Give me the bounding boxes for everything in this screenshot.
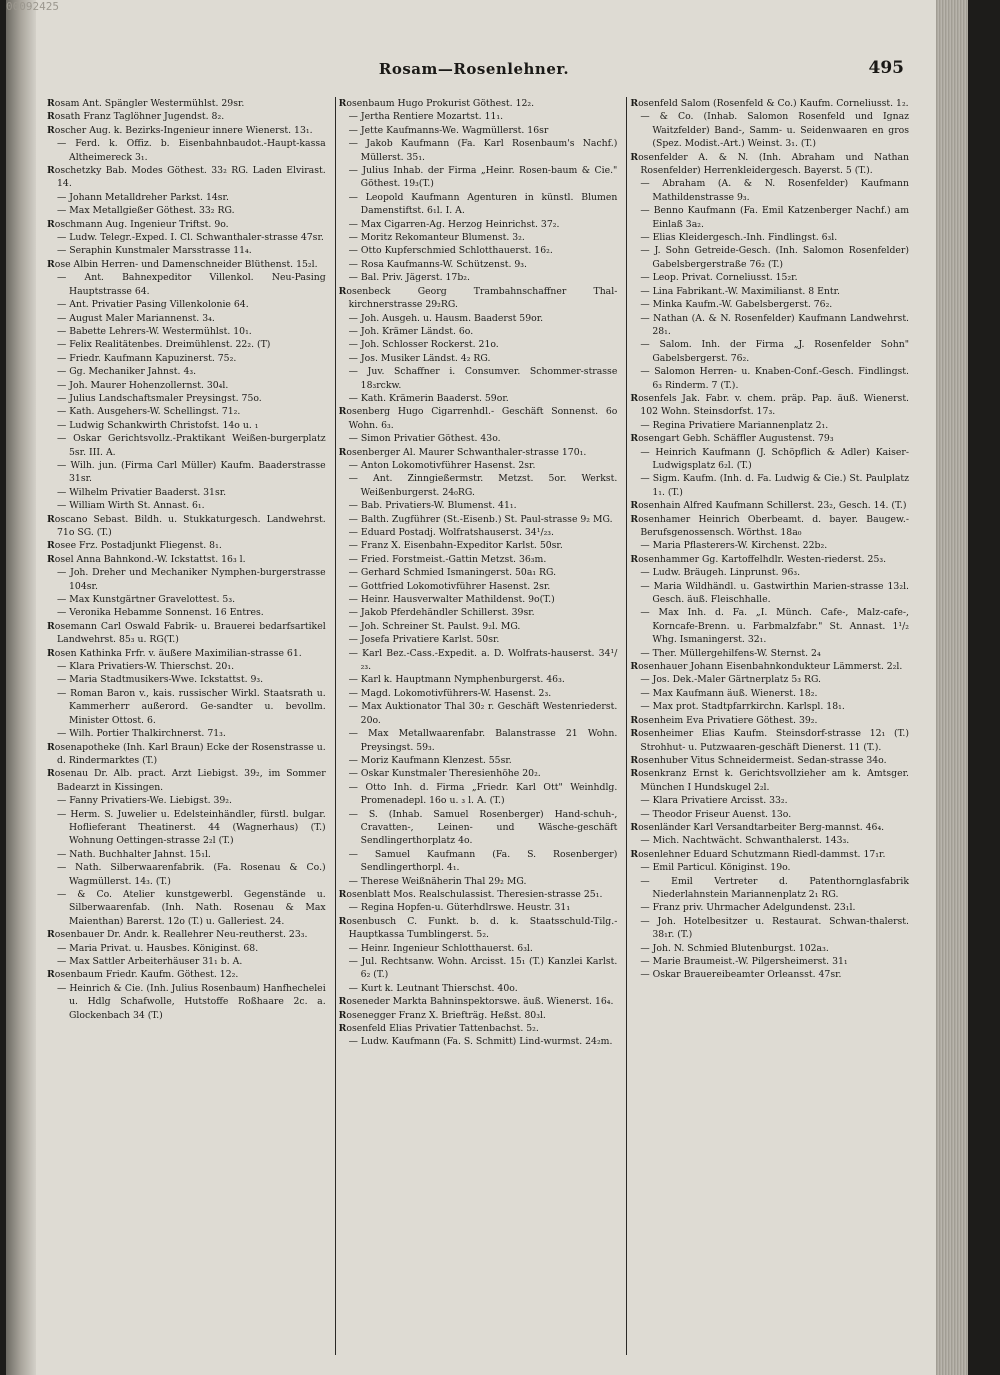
directory-entry: — Joh. Schreiner St. Paulst. 9₂l. MG.: [348, 620, 521, 632]
directory-entry: — Wilhelm Privatier Baaderst. 31sr.: [57, 486, 227, 498]
directory-entry: Rosenberger Al. Maurer Schwanthaler-strasse 170₁.: [338, 446, 587, 458]
directory-entry: — Nathan (A. & N. Rosenfelder) Kaufmann Landwehrst. 28₁.: [640, 312, 910, 337]
directory-entry: Rosam Ant. Spängler Westermühlst. 29sr.: [47, 98, 245, 109]
directory-entry: — Minka Kaufm.-W. Gabelsbergerst. 76₂.: [640, 299, 833, 311]
column-1: [44, 97, 329, 1355]
directory-entry: — Ant. Zinngießermstr. Metzst. 5or. Werkst. Weißenburgerst. 24₀RG.: [348, 473, 618, 498]
directory-entry: — S. (Inhab. Samuel Rosenberger) Hand-schuh-, Cravatten-, Leinen- und Wäsche-geschäft Sendlingerthorplatz 4o.: [348, 808, 618, 847]
directory-entry: — Joh. Schlosser Rockerst. 21o.: [348, 339, 499, 351]
directory-entry: — Kath. Ausgehers-W. Schellingst. 71₂.: [57, 406, 241, 418]
directory-entry: — Maria Stadtmusikers-Wwe. Ickstattst. 9₃.: [57, 674, 264, 686]
directory-entry: — Max Kaufmann äuß. Wienerst. 18₂.: [640, 687, 818, 699]
directory-entry: — Lina Fabrikant.-W. Maximilianst. 8 Entr.: [640, 285, 841, 297]
directory-entry: Rosenhammer Gg. Kartoffelhdlr. Westen-riederst. 25₃.: [630, 553, 887, 565]
directory-entry: — Karl k. Hauptmann Nymphenburgerst. 46₃.: [348, 674, 565, 686]
directory-entry: — Herm. S. Juwelier u. Edelsteinhändler, fürstl. bulgar. Hoflieferant Theatinerst. 44 (Wagnerhaus) (T.) Wohnung Oettingen-strasse 2₂l (T.): [57, 808, 326, 847]
directory-entry: — Heinr. Ingenieur Schlotthauerst. 6₃l.: [348, 942, 533, 954]
directory-entry: — Franz X. Eisenbahn-Expeditor Karlst. 50sr.: [348, 540, 563, 552]
directory-entry: — August Maler Mariannenst. 3₄.: [57, 312, 215, 324]
directory-entry: — Nath. Buchhalter Jahnst. 15₁l.: [57, 848, 211, 860]
directory-entry: — Emil Particul. Königinst. 19o.: [640, 862, 791, 874]
directory-entry: Roscher Aug. k. Bezirks-Ingenieur innere Wienerst. 13₁.: [47, 124, 313, 136]
directory-entry: Rosath Franz Taglöhner Jugendst. 8₂.: [47, 111, 225, 123]
directory-entry: — Ther. Müllergehilfens-W. Sternst. 2₄: [640, 647, 821, 659]
directory-entry: — Klara Privatiere Arcisst. 33₂.: [640, 795, 788, 807]
directory-entry: Rosenapotheke (Inh. Karl Braun) Ecke der Rosenstrasse u. d. Rindermarktes (T.): [47, 741, 326, 766]
page-edge-stack: [936, 0, 968, 1375]
directory-entry: Rosenfelder A. & N. (Inh. Abraham und Nathan Rosenfelder) Herrenkleidergesch. Bayerst. 5 (T.).: [630, 151, 910, 177]
book-binding-shadow: [6, 0, 36, 1375]
directory-entry: Rosenau Dr. Alb. pract. Arzt Liebigst. 39₂, im Sommer Badearzt in Kissingen.: [47, 768, 326, 793]
directory-entry: — Bal. Priv. Jägerst. 17b₂.: [348, 272, 470, 284]
column-3: [626, 97, 912, 1355]
directory-entry: — Max Metallgießer Göthest. 33₂ RG.: [57, 205, 235, 217]
directory-entry: — Max Metallwaarenfabr. Balanstrasse 21 Wohn. Preysingst. 59₃.: [348, 728, 618, 753]
page-number: 495: [868, 58, 904, 78]
directory-entry: — Benno Kaufmann (Fa. Emil Katzenberger Nachf.) am Einlaß 3a₂.: [640, 205, 910, 230]
directory-entry: — Ludw. Telegr.-Exped. I. Cl. Schwanthaler-strasse 47sr.: [57, 232, 324, 244]
directory-entry: Roscano Sebast. Bildh. u. Stukkaturgesch. Landwehrst. 71o SG. (T.): [47, 513, 326, 538]
directory-entry: — Abraham (A. & N. Rosenfelder) Kaufmann Mathildenstrasse 9₃.: [640, 178, 910, 203]
directory-entry: — Mich. Nachtwächt. Schwanthalerst. 143₃.: [640, 835, 850, 847]
directory-entry: — Regina Privatiere Mariannenplatz 2₁.: [640, 419, 829, 431]
directory-entry: — Ferd. k. Offiz. b. Eisenbahnbaudot.-Haupt-kassa Altheimereck 3₁.: [57, 138, 326, 163]
directory-page: [6, 0, 968, 1375]
directory-entry: — Gg. Mechaniker Jahnst. 4₃.: [57, 366, 197, 378]
page-header: [44, 60, 904, 82]
directory-entry: — Joh. Krämer Ländst. 6o.: [348, 325, 474, 337]
directory-entry: — Samuel Kaufmann (Fa. S. Rosenberger) Sendlingerthorpl. 4₁.: [348, 848, 618, 874]
directory-entry: — Heinr. Hausverwalter Mathildenst. 9o(T.): [348, 594, 555, 606]
directory-entry: — Jos. Dek.-Maler Gärtnerplatz 5₃ RG.: [640, 674, 822, 686]
directory-entry: — Ludw. Kaufmann (Fa. S. Schmitt) Lind-wurmst. 24₂m.: [348, 1036, 613, 1048]
directory-columns: [44, 97, 912, 1355]
directory-entry: Rosenbeck Georg Trambahnschaffner Thal-kirchnerstrasse 29₂RG.: [338, 285, 618, 311]
directory-entry: — Bab. Privatiers-W. Blumenst. 41₁.: [348, 500, 517, 512]
directory-entry: — Moriz Kaufmann Klenzest. 55sr.: [348, 754, 512, 766]
scan-id: 00092425: [6, 0, 59, 13]
directory-entry: — Seraphin Kunstmaler Marsstrasse 11₄.: [57, 245, 252, 257]
directory-entry: — Moritz Rekomanteur Blumenst. 3₂.: [348, 232, 525, 244]
directory-entry: — Max Cigarren-Ag. Herzog Heinrichst. 37₂.: [348, 218, 560, 230]
directory-entry: — Heinrich & Cie. (Inh. Julius Rosenbaum) Hanfhechelei u. Hdlg Schafwolle, Hutstoffe Roßhaare 2c. a. Glockenbach 34 (T.): [57, 982, 326, 1021]
directory-entry: — Veronika Hebamme Sonnenst. 16 Entres.: [57, 607, 264, 619]
directory-entry: — Heinrich Kaufmann (J. Schöpflich & Adler) Kaiser-Ludwigsplatz 6₂l. (T.): [640, 446, 910, 471]
directory-entry: — Joh. Dreher und Mechaniker Nymphen-burgerstrasse 104sr.: [57, 567, 326, 592]
directory-entry: — Gottfried Lokomotivführer Hasenst. 2sr.: [348, 580, 551, 592]
directory-entry: — Joh. Ausgeh. u. Hausm. Baaderst 59or.: [348, 312, 544, 324]
directory-entry: Rosengart Gebh. Schäffler Augustenst. 79₃: [630, 433, 834, 445]
directory-entry: — Regina Hopfen-u. Güterhdlrswe. Heustr. 31₁: [348, 902, 571, 914]
directory-entry: Rosee Frz. Postadjunkt Fliegenst. 8₁.: [47, 540, 222, 552]
directory-entry: Rosenkranz Ernst k. Gerichtsvollzieher am k. Amtsger. München I Hundskugel 2₂l.: [630, 768, 910, 793]
directory-entry: Rose Albin Herren- und Damenschneider Blüthenst. 15₂l.: [47, 258, 318, 270]
directory-entry: — Maria Pflasterers-W. Kirchenst. 22b₂.: [640, 540, 828, 552]
directory-entry: — Salomon Herren- u. Knaben-Conf.-Gesch. Findlingst. 6₃ Rinderm. 7 (T.).: [640, 366, 910, 391]
directory-entry: Rosenheim Eva Privatiere Göthest. 39₂.: [630, 714, 818, 726]
directory-entry: — & Co. (Inhab. Salomon Rosenfeld und Ignaz Waitzfelder) Band-, Samm- u. Seidenwaaren en gros (Spez. Modist.-Art.) Weinst. 3₁. (T.): [640, 111, 910, 150]
directory-entry: — Ant. Privatier Pasing Villenkolonie 64.: [57, 299, 249, 311]
directory-entry: — Sigm. Kaufm. (Inh. d. Fa. Ludwig & Cie.) St. Paulplatz 1₁. (T.): [640, 473, 910, 498]
directory-entry: Rosenfels Jak. Fabr. v. chem. präp. Pap. äuß. Wienerst. 102 Wohn. Steinsdorfst. 17₃.: [630, 392, 910, 418]
directory-entry: Roschmann Aug. Ingenieur Triftst. 9o.: [47, 218, 229, 230]
directory-entry: — Max prot. Stadtpfarrkirchn. Karlspl. 18₁.: [640, 701, 845, 713]
directory-entry: — Joh. Hotelbesitzer u. Restaurat. Schwan-thalerst. 38₁r. (T.): [640, 915, 910, 941]
directory-entry: — Eduard Postadj. Wolfratshauserst. 34¹/₂₃.: [348, 527, 554, 538]
directory-entry: — J. Sohn Getreide-Gesch. (Inh. Salomon Rosenfelder) Gabelsbergerstraße 76₂ (T.): [640, 245, 910, 270]
directory-entry: — Theodor Friseur Auenst. 13o.: [640, 808, 792, 820]
directory-entry: — Balth. Zugführer (St.-Eisenb.) St. Paul-strasse 9₂ MG.: [348, 513, 613, 525]
directory-entry: — Max Sattler Arbeiterhäuser 31₁ b. A.: [57, 956, 243, 967]
directory-entry: — Roman Baron v., kais. russischer Wirkl. Staatsrath u. Kammerherr außerord. Ge-sandter u. bevollm. Minister Ottost. 6.: [57, 687, 326, 726]
directory-entry: — Ludw. Bräugeh. Linprunst. 96₃.: [640, 567, 801, 579]
directory-entry: — Klara Privatiers-W. Thierschst. 20₁.: [57, 661, 235, 673]
directory-entry: — Julius Landschaftsmaler Preysingst. 75o.: [57, 392, 262, 404]
directory-entry: — Simon Privatier Göthest. 43o.: [348, 433, 501, 445]
directory-entry: Rosenblatt Mos. Realschulassist. Theresien-strasse 25₁.: [338, 888, 603, 900]
directory-entry: — Fanny Privatiers-We. Liebigst. 39₂.: [57, 795, 232, 807]
directory-entry: Rosenfeld Salom (Rosenfeld & Co.) Kaufm. Corneliusst. 1₂.: [630, 98, 909, 109]
directory-entry: Rosenbaum Friedr. Kaufm. Göthest. 12₂.: [47, 969, 239, 981]
directory-entry: Rosenbaum Hugo Prokurist Göthest. 12₂.: [338, 98, 535, 109]
directory-entry: — Gerhard Schmied Ismaningerst. 50a₁ RG.: [348, 567, 557, 579]
directory-entry: — Magd. Lokomotivführers-W. Hasenst. 2₃.: [348, 687, 552, 699]
directory-entry: — Josefa Privatiere Karlst. 50sr.: [348, 634, 500, 646]
directory-entry: — Friedr. Kaufmann Kapuzinerst. 75₂.: [57, 352, 237, 364]
directory-entry: — Jul. Rechtsanw. Wohn. Arcisst. 15₁ (T.) Kanzlei Karlst. 6₂ (T.): [348, 956, 618, 981]
directory-entry: — Jos. Musiker Ländst. 4₂ RG.: [348, 352, 491, 364]
directory-entry: — Salom. Inh. der Firma „J. Rosenfelder Sohn" Gabelsbergerst. 76₂.: [640, 339, 910, 364]
directory-entry: Rosenfeld Elias Privatier Tattenbachst. 5₂.: [338, 1023, 539, 1035]
directory-entry: Rosenlehner Eduard Schutzmann Riedl-dammst. 17₁r.: [630, 848, 886, 860]
directory-entry: — Juv. Schaffner i. Consumver. Schommer-strasse 18₃rckw.: [348, 366, 618, 391]
directory-entry: — Jertha Rentiere Mozartst. 11₁.: [348, 111, 504, 123]
running-head: Rosam—Rosenlehner.: [378, 60, 570, 78]
directory-entry: Rosenberg Hugo Cigarrenhdl.- Geschäft Sonnenst. 6o Wohn. 6₃.: [338, 406, 618, 431]
directory-entry: — Max Kunstgärtner Gravelottest. 5₃.: [57, 594, 236, 606]
directory-entry: — Nath. Silberwaarenfabrik. (Fa. Rosenau & Co.) Wagmüllerst. 14₃. (T.): [57, 862, 326, 887]
directory-entry: — Jakob Kaufmann (Fa. Karl Rosenbaum's Nachf.) Müllerst. 35₁.: [348, 138, 618, 163]
directory-entry: — Wilh. jun. (Firma Carl Müller) Kaufm. Baaderstrasse 31sr.: [57, 459, 326, 485]
directory-entry: — Karl Bez.-Cass.-Expedit. a. D. Wolfrats-hauserst. 34¹/₂₃.: [348, 647, 618, 673]
directory-entry: — Johann Metalldreher Parkst. 14sr.: [57, 191, 229, 203]
directory-entry: Rosenbusch C. Funkt. b. d. k. Staatsschuld-Tilg.-Hauptkassa Tumblingerst. 5₂.: [338, 915, 618, 941]
directory-entry: — Maria Privat. u. Hausbes. Königinst. 68.: [57, 942, 259, 954]
directory-entry: Rosen Kathinka Frfr. v. äußere Maximilian-strasse 61.: [47, 647, 302, 659]
directory-entry: — Kath. Krämerin Baaderst. 59or.: [348, 392, 509, 404]
directory-entry: Roseneder Markta Bahninspektorswe. äuß. Wienerst. 16₄.: [338, 996, 614, 1008]
directory-entry: — Leop. Privat. Corneliusst. 15₂r.: [640, 272, 798, 284]
directory-entry: Rosenbauer Dr. Andr. k. Reallehrer Neu-reutherst. 23₃.: [47, 929, 308, 941]
directory-entry: — Joh. Maurer Hohenzollernst. 30₄l.: [57, 379, 229, 391]
directory-entry: — Oskar Brauereibeamter Orleansst. 47sr.: [640, 969, 842, 981]
directory-entry: — Wilh. Portier Thalkirchnerst. 71₃.: [57, 728, 226, 740]
directory-entry: — Rosa Kaufmanns-W. Schützenst. 9₃.: [348, 258, 527, 270]
directory-entry: — Max Inh. d. Fa. „I. Münch. Cafe-, Malz-cafe-, Korncafe-Brenn. u. Farbmalzfabr." St. Annast. 1¹/₂ Whg. Ismaningerst. 32₁.: [640, 607, 910, 646]
directory-entry: — Ant. Bahnexpeditor Villenkol. Neu-Pasing Hauptstrasse 64.: [57, 272, 326, 297]
directory-entry: — Fried. Forstmeist.-Gattin Metzst. 36₃m.: [348, 553, 547, 565]
directory-entry: — Max Auktionator Thal 30₂ r. Geschäft Westenriederst. 20o.: [348, 701, 618, 726]
directory-entry: — Otto Inh. d. Firma „Friedr. Karl Ott" Weinhdlg. Promenadepl. 16o u. ₃ l. A. (T.): [348, 781, 618, 807]
directory-entry: — Ludwig Schankwirth Christofst. 14o u. ₁: [57, 419, 259, 431]
directory-entry: Rosenheimer Elias Kaufm. Steinsdorf-strasse 12₁ (T.) Strohhut- u. Putzwaaren-geschäft Dienerst. 11 (T.).: [630, 728, 910, 753]
directory-entry: Roschetzky Bab. Modes Göthest. 33₂ RG. Laden Elvirast. 14.: [47, 165, 326, 190]
directory-entry: — Julius Inhab. der Firma „Heinr. Rosen-baum & Cie." Göthest. 19₃(T.): [348, 165, 618, 190]
directory-entry: Rosemann Carl Oswald Fabrik- u. Brauerei bedarfsartikel Landwehrst. 85₃ u. RG(T.): [47, 620, 326, 646]
directory-entry: — Marie Braumeist.-W. Pilgersheimerst. 31₁: [640, 956, 848, 967]
directory-entry: Rosenegger Franz X. Briefträg. Heßst. 80₃l.: [338, 1009, 546, 1021]
directory-entry: — & Co. Atelier kunstgewerbl. Gegenstände u. Silberwaarenfab. (Inh. Nath. Rosenau & Max Maienthan) Barerst. 12o (T.) u. Galleriest. 24.: [57, 888, 326, 927]
directory-entry: — William Wirth St. Annast. 6₁.: [57, 500, 205, 512]
directory-entry: Rosenhain Alfred Kaufmann Schillerst. 23₂, Gesch. 14. (T.): [630, 500, 907, 512]
directory-entry: — Otto Kupferschmied Schlotthauerst. 16₂.: [348, 245, 553, 257]
directory-entry: — Jette Kaufmanns-We. Wagmüllerst. 16sr: [348, 124, 549, 136]
directory-entry: Rosenhuber Vitus Schneidermeist. Sedan-strasse 34o.: [630, 754, 887, 766]
directory-entry: — Elias Kleidergesch.-Inh. Findlingst. 6₃l.: [640, 232, 838, 244]
directory-entry: — Jakob Pferdehändler Schillerst. 39sr.: [348, 607, 535, 619]
directory-entry: — Therese Weißnäherin Thal 29₂ MG.: [348, 875, 527, 887]
directory-entry: Rosel Anna Bahnkond.-W. Ickstattst. 16₃ l.: [47, 553, 246, 565]
directory-entry: — Felix Realitätenbes. Dreimühlenst. 22₂. (T): [57, 339, 271, 351]
directory-entry: — Leopold Kaufmann Agenturen in künstl. Blumen Damenstiftst. 6₁l. I. A.: [348, 191, 618, 217]
directory-entry: — Joh. N. Schmied Blutenburgst. 102a₃.: [640, 942, 829, 954]
directory-entry: — Anton Lokomotivführer Hasenst. 2sr.: [348, 459, 536, 471]
directory-entry: — Babette Lehrers-W. Westermühlst. 10₁.: [57, 325, 252, 337]
directory-entry: — Oskar Gerichtsvollz.-Praktikant Weißen-burgerplatz 5sr. III. A.: [57, 433, 326, 458]
directory-entry: — Emil Vertreter d. Patenthornglasfabrik Niederlahnstein Mariannenplatz 2₁ RG.: [640, 875, 910, 900]
directory-entry: — Oskar Kunstmaler Theresienhöhe 20₂.: [348, 768, 541, 780]
directory-entry: Rosenhamer Heinrich Oberbeamt. d. bayer. Baugew.-Berufsgenossensch. Wörthst. 18a₀: [630, 513, 910, 538]
directory-entry: — Maria Wildhändl. u. Gastwirthin Marien-strasse 13₂l. Gesch. äuß. Fleischhalle.: [640, 580, 910, 606]
column-2: [335, 97, 621, 1355]
directory-entry: Rosenländer Karl Versandtarbeiter Berg-mannst. 46₄.: [630, 821, 885, 833]
directory-entry: Rosenhauer Johann Eisenbahnkondukteur Lämmerst. 2₂l.: [630, 661, 903, 673]
directory-entry: — Kurt k. Leutnant Thierschst. 40o.: [348, 982, 518, 994]
directory-entry: — Franz priv. Uhrmacher Adelgundenst. 23₁l.: [640, 902, 856, 914]
